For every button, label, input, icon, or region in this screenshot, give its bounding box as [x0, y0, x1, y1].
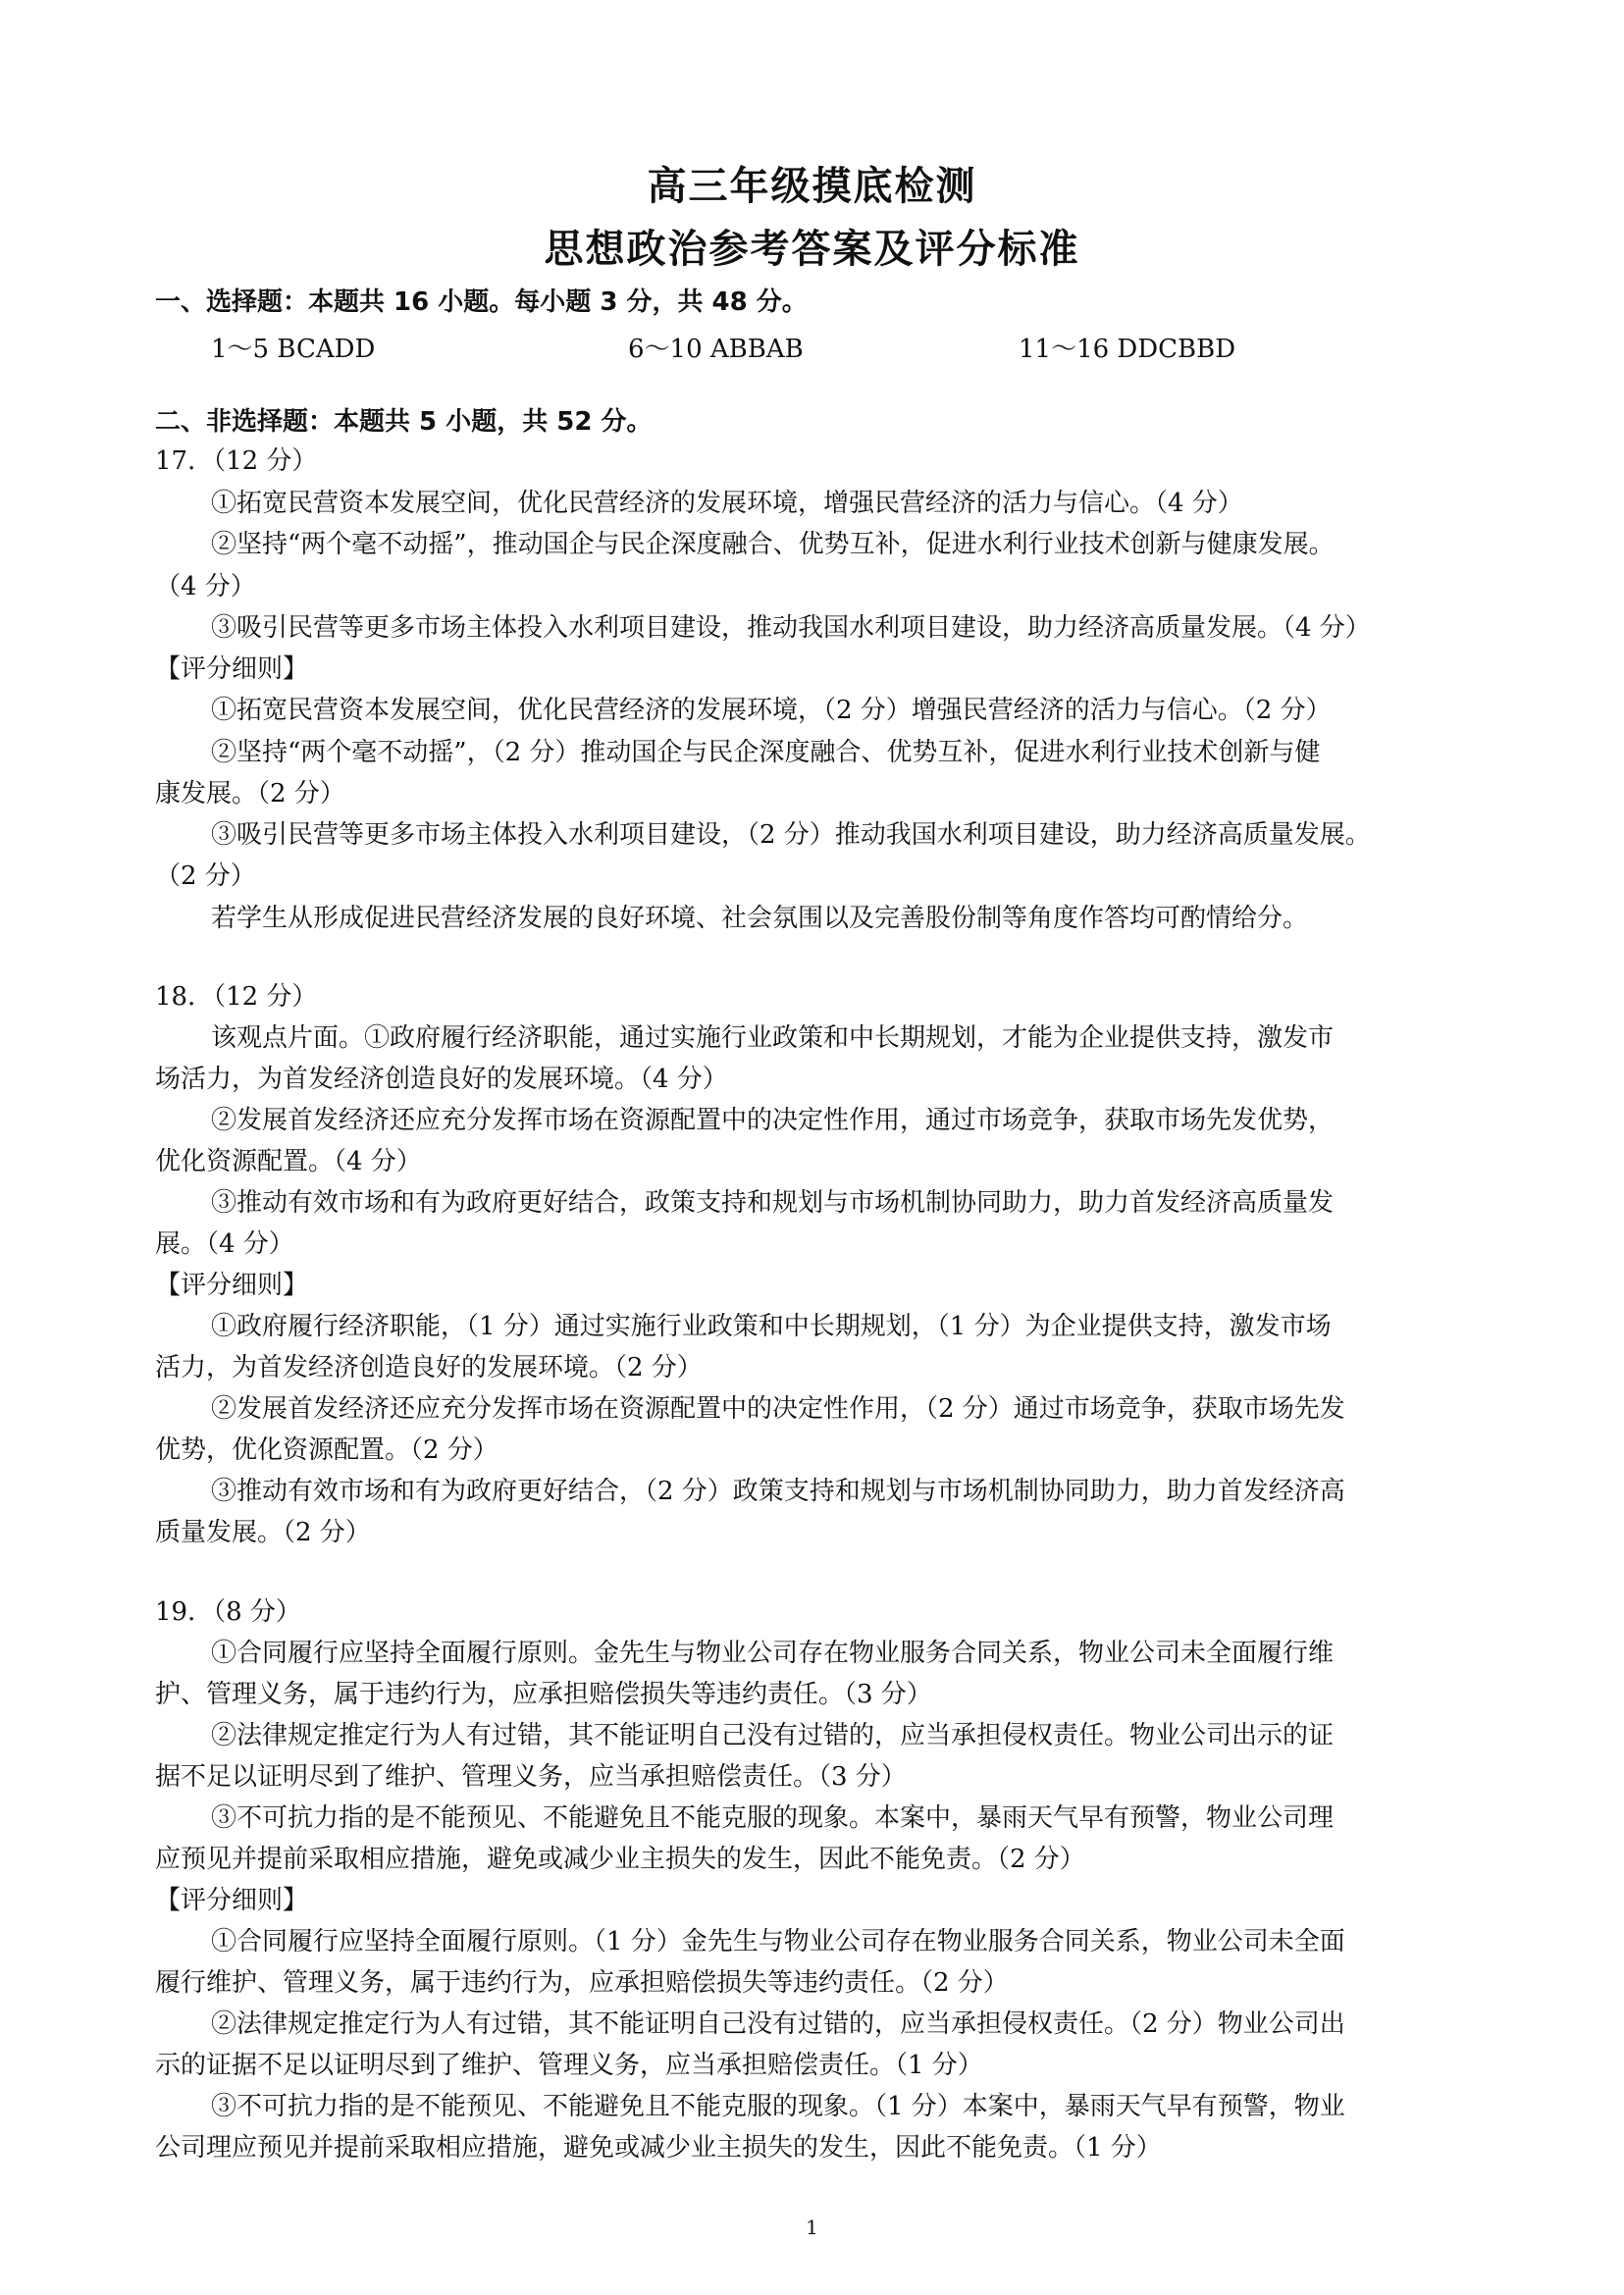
q18-answer-1: 该观点片面。①政府履行经济职能，通过实施行业政策和中长期规划，才能为企业提供支持，激发市: [211, 1023, 1335, 1053]
q19-answer-2: ②法律规定推定行为人有过错，其不能证明自己没有过错的，应当承担侵权责任。物业公司出示的证: [211, 1721, 1335, 1750]
q19-answer-3-cont: 应预见并提前采取相应措施，避免或减少业主损失的发生，因此不能免责。（2 分）: [155, 1845, 1085, 1874]
q19-rule-heading: 【评分细则】: [155, 1886, 309, 1915]
q18-rule-3: ③推动有效市场和有为政府更好结合，（2 分）政策支持和规划与市场机制协同助力，助力首发经济高: [211, 1477, 1345, 1506]
q19-answer-2-cont: 据不足以证明尽到了维护、管理义务，应当承担赔偿责任。（3 分）: [155, 1762, 907, 1792]
q19-rule-1: ①合同履行应坚持全面履行原则。（1 分）金先生与物业公司存在物业服务合同关系，物业公司未全面: [211, 1927, 1345, 1956]
answer-group-3: 11～16 DDCBBD: [1019, 335, 1236, 364]
q17-answer-3: ③吸引民营等更多市场主体投入水利项目建设，推动我国水利项目建设，助力经济高质量发展。（4 分）: [211, 613, 1371, 643]
q17-rule-1: ①拓宽民营资本发展空间，优化民营经济的发展环境，（2 分）增强民营经济的活力与信心。（2 分）: [211, 696, 1332, 725]
q19-rule-3: ③不可抗力指的是不能预见、不能避免且不能克服的现象。（1 分）本案中，暴雨天气早有预警，物业: [211, 2092, 1345, 2121]
answer-group-1: 1～5 BCADD: [211, 335, 376, 364]
section-heading-choice: 一、选择题：本题共 16 小题。每小题 3 分，共 48 分。: [155, 287, 808, 317]
q18-rule-1-cont: 活力，为首发经济创造良好的发展环境。（2 分）: [155, 1353, 703, 1382]
answer-group-2: 6～10 ABBAB: [628, 335, 804, 364]
q19-answer-3: ③不可抗力指的是不能预见、不能避免且不能克服的现象。本案中，暴雨天气早有预警，物业公司理: [211, 1803, 1335, 1833]
q17-note: 若学生从形成促进民营经济发展的良好环境、社会氛围以及完善股份制等角度作答均可酌情给分。: [211, 904, 1309, 933]
q18-answer-3-cont: 展。（4 分）: [155, 1229, 294, 1259]
q17-answer-2: ②坚持“两个毫不动摇”，推动国企与民企深度融合、优势互补，促进水利行业技术创新与健康发展。: [211, 530, 1335, 559]
q18-rule-2-cont: 优势，优化资源配置。（2 分）: [155, 1435, 498, 1465]
q18-answer-2-cont: 优化资源配置。（4 分）: [155, 1147, 422, 1176]
q19-answer-1-cont: 护、管理义务，属于违约行为，应承担赔偿损失等违约责任。（3 分）: [155, 1680, 932, 1709]
q19-answer-1: ①合同履行应坚持全面履行原则。金先生与物业公司存在物业服务合同关系，物业公司未全面履行维: [211, 1639, 1335, 1668]
q17-rule-3: ③吸引民营等更多市场主体投入水利项目建设，（2 分）推动我国水利项目建设，助力经济高质量发展。: [211, 820, 1371, 850]
document-title: 高三年级摸底检测: [647, 164, 977, 209]
document-subtitle: 思想政治参考答案及评分标准: [544, 227, 1080, 272]
q17-rule-heading: 【评分细则】: [155, 654, 309, 684]
q17-rule-2-cont: 康发展。（2 分）: [155, 779, 345, 808]
q19-rule-1-cont: 履行维护、管理义务，属于违约行为，应承担赔偿损失等违约责任。（2 分）: [155, 1968, 1009, 1998]
q18-rule-1: ①政府履行经济职能，（1 分）通过实施行业政策和中长期规划，（1 分）为企业提供支持，激发市场: [211, 1312, 1332, 1341]
question-18-heading: 18．（12 分）: [155, 982, 318, 1012]
page-number: 1: [806, 2216, 818, 2239]
q17-answer-1: ①拓宽民营资本发展空间，优化民营经济的发展环境，增强民营经济的活力与信心。（4 分）: [211, 489, 1243, 518]
q17-answer-2-cont: （4 分）: [155, 572, 256, 601]
section-heading-nonchoice: 二、非选择题：本题共 5 小题，共 52 分。: [155, 407, 653, 437]
q17-rule-3-cont: （2 分）: [155, 861, 256, 891]
q18-rule-3-cont: 质量发展。（2 分）: [155, 1518, 371, 1547]
q19-rule-2: ②法律规定推定行为人有过错，其不能证明自己没有过错的，应当承担侵权责任。（2 分）物业公司出: [211, 2009, 1345, 2039]
q17-rule-2: ②坚持“两个毫不动摇”，（2 分）推动国企与民企深度融合、优势互补，促进水利行业技术创新与健: [211, 738, 1321, 767]
q18-rule-heading: 【评分细则】: [155, 1271, 309, 1300]
question-19-heading: 19．（8 分）: [155, 1597, 301, 1627]
q19-rule-3-cont: 公司理应预见并提前采取相应措施，避免或减少业主损失的发生，因此不能免责。（1 分）: [155, 2133, 1162, 2163]
q18-answer-1-cont: 场活力，为首发经济创造良好的发展环境。（4 分）: [155, 1065, 728, 1094]
question-17-heading: 17．（12 分）: [155, 446, 318, 476]
q18-answer-3: ③推动有效市场和有为政府更好结合，政策支持和规划与市场机制协同助力，助力首发经济高质量发: [211, 1188, 1335, 1218]
q18-rule-2: ②发展首发经济还应充分发挥市场在资源配置中的决定性作用，（2 分）通过市场竞争，获取市场先发: [211, 1394, 1345, 1424]
q18-answer-2: ②发展首发经济还应充分发挥市场在资源配置中的决定性作用，通过市场竞争，获取市场先发优势，: [211, 1106, 1335, 1135]
q19-rule-2-cont: 示的证据不足以证明尽到了维护、管理义务，应当承担赔偿责任。（1 分）: [155, 2051, 983, 2080]
